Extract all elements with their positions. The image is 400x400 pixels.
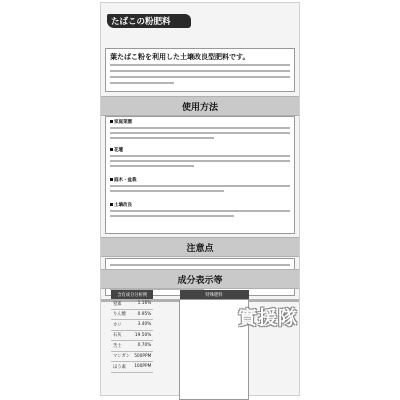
text-line xyxy=(110,190,224,192)
intro-headline: 葉たばこ粉を利用した土壌改良型肥料です。 xyxy=(110,53,250,61)
nutrient-name: 苦土 xyxy=(111,341,132,352)
table-row xyxy=(111,351,153,362)
text-line xyxy=(110,82,174,84)
text-line xyxy=(110,215,234,217)
nutrient-name: 石灰 xyxy=(111,330,132,341)
nutrient-value: 0.70% xyxy=(132,341,153,352)
table-row xyxy=(111,320,153,331)
nutrient-value: 3.40% xyxy=(132,320,153,331)
composition-table-header: 含有成分分析例 xyxy=(111,290,153,299)
table-row xyxy=(111,299,153,309)
special-fertilizer-header: 特殊肥料 xyxy=(180,290,249,300)
intro-box xyxy=(105,48,295,92)
text-line xyxy=(110,165,194,167)
text-line xyxy=(110,137,214,139)
nutrient-name: カリ xyxy=(111,320,132,331)
table-row xyxy=(111,362,153,373)
nutrient-value: 500PPM xyxy=(132,351,153,362)
usage-band xyxy=(101,96,299,116)
usage-section-label: 土壌改良 xyxy=(110,202,132,208)
text-line xyxy=(110,76,290,78)
composition-table xyxy=(111,290,153,373)
nutrient-value: 19.50% xyxy=(132,330,153,341)
text-line xyxy=(110,160,290,162)
nutrient-name: りん酸 xyxy=(111,309,132,320)
text-line xyxy=(110,127,290,129)
nutrient-value: 100PPM xyxy=(132,362,153,373)
caution-title: 注意点 xyxy=(186,244,214,254)
usage-title: 使用方法 xyxy=(181,103,218,113)
usage-box xyxy=(105,116,295,234)
text-line xyxy=(110,210,290,212)
product-card xyxy=(100,2,300,396)
table-row xyxy=(111,330,153,341)
composition-title: 成分表示等 xyxy=(177,276,223,286)
usage-section-label: 家庭菜園 xyxy=(110,119,132,125)
text-line xyxy=(110,132,290,134)
nutrient-name: 窒素 xyxy=(111,299,132,309)
watermark-logo: 實援隊 xyxy=(238,307,299,329)
text-line xyxy=(110,185,290,187)
product-title: たばこの粉肥料 xyxy=(111,17,171,27)
text-line xyxy=(110,155,290,157)
text-line xyxy=(110,64,290,66)
nutrient-value: 0.95% xyxy=(132,309,153,320)
text-line xyxy=(110,264,290,266)
composition-title-band-visible xyxy=(101,269,299,289)
usage-section-label: 庭木・盆栽 xyxy=(110,177,137,183)
usage-section-label: 花壇 xyxy=(110,147,123,153)
table-row xyxy=(111,341,153,352)
text-line xyxy=(110,70,290,72)
caution-band xyxy=(101,237,299,257)
table-row xyxy=(111,309,153,320)
nutrient-name: ほう素 xyxy=(111,362,132,373)
nutrient-value: 1.16% xyxy=(132,299,153,309)
nutrient-name: マンガン xyxy=(111,351,132,362)
